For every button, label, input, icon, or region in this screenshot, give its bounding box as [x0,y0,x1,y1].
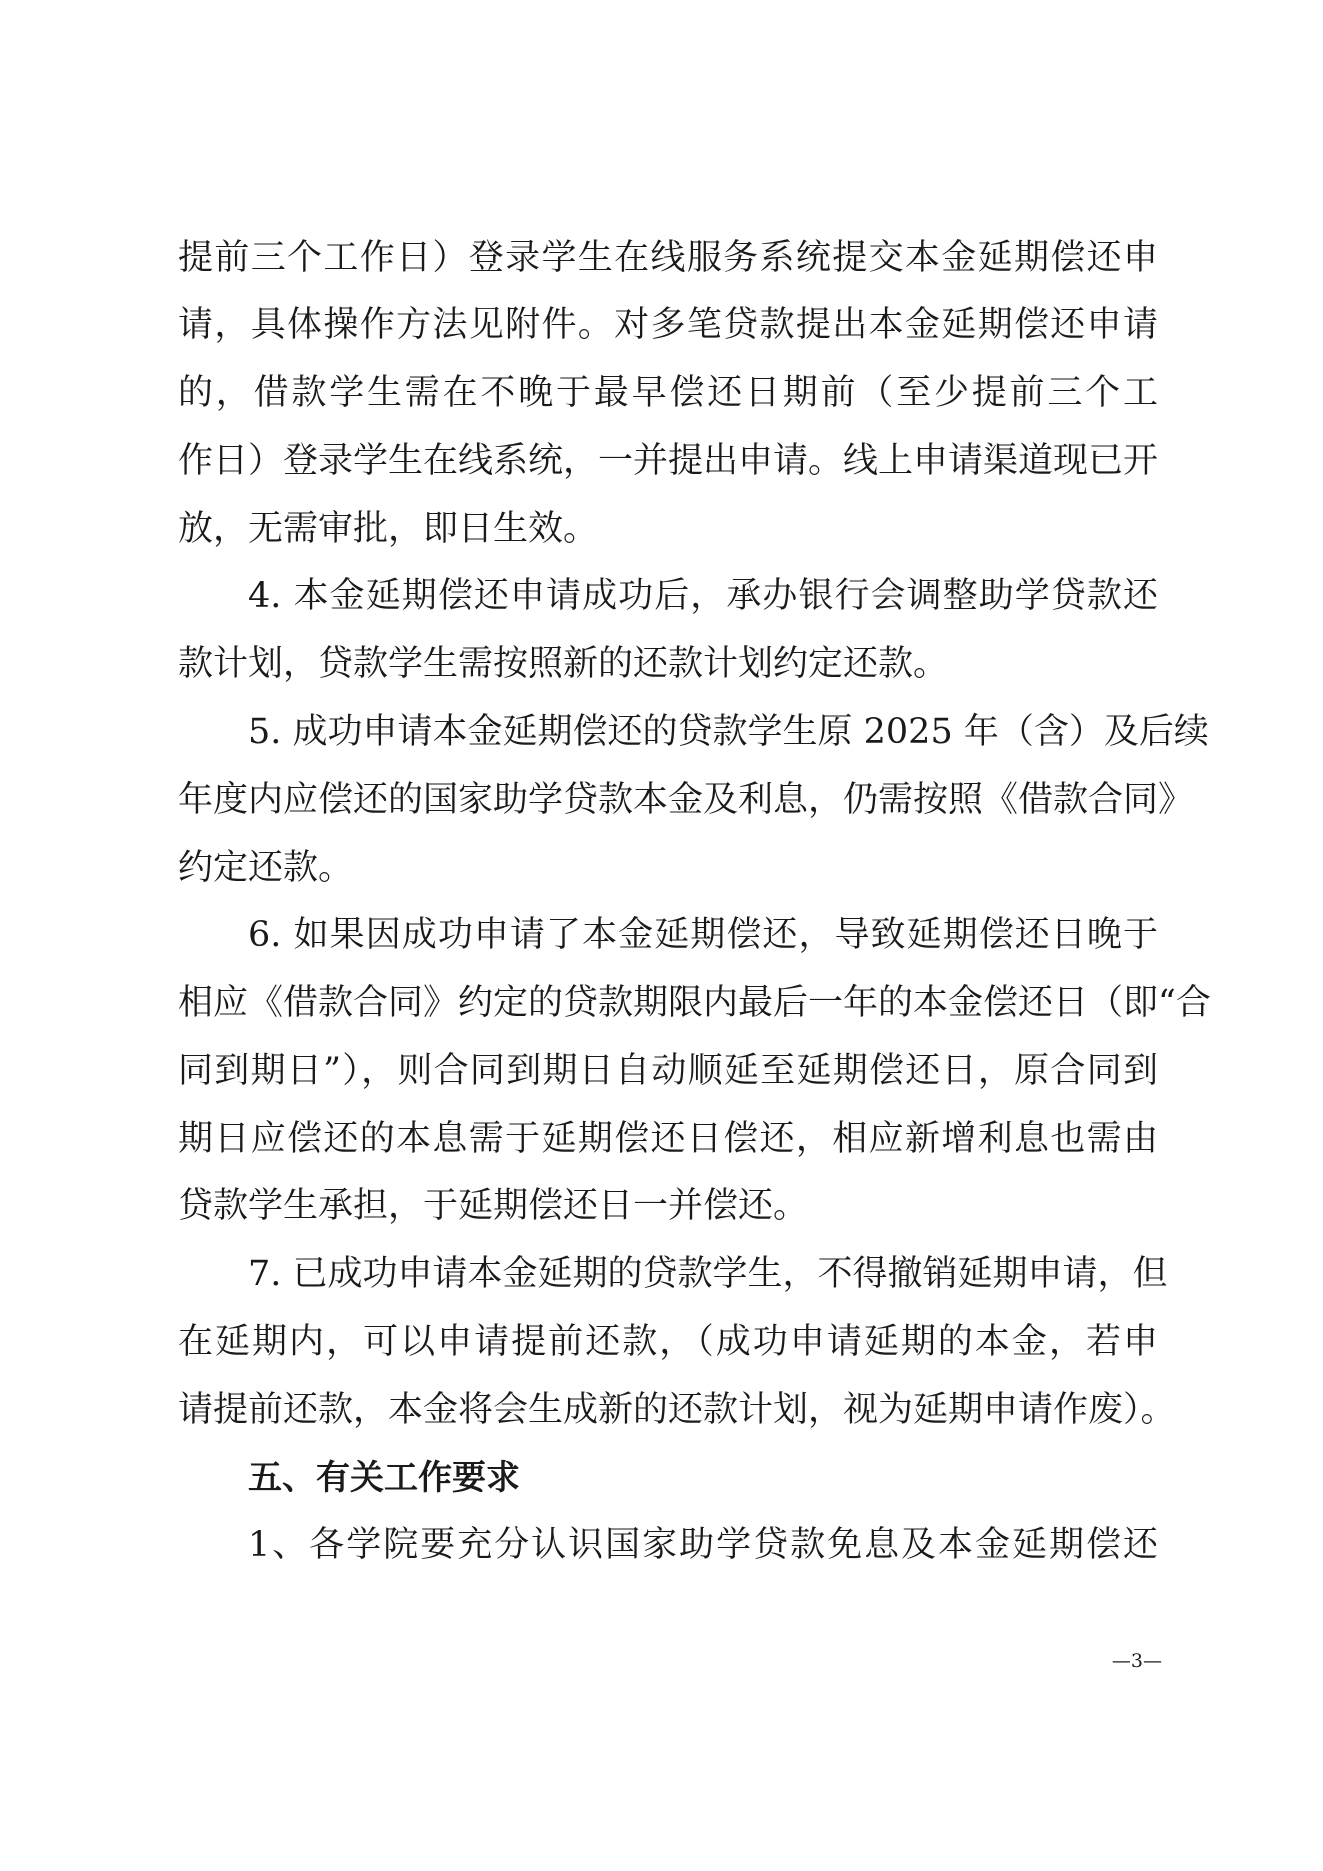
body-text-line: 同到期日”），则合同到期日自动顺延至延期偿还日，原合同到 [178,1051,1158,1091]
list-item-7-line: 7. 已成功申请本金延期的贷款学生，不得撤销延期申请，但 [248,1254,1168,1294]
body-text-line: 款计划，贷款学生需按照新的还款计划约定还款。 [178,644,949,684]
body-text-line: 提前三个工作日）登录学生在线服务系统提交本金延期偿还申 [178,238,1158,278]
page-number: —3— [1111,1650,1162,1672]
body-text-line: 年度内应偿还的国家助学贷款本金及利息，仍需按照《借款合同》 [178,780,1194,820]
body-text-line: 放，无需审批，即日生效。 [178,509,599,549]
list-item-5-line: 5. 成功申请本金延期偿还的贷款学生原 2025 年（含）及后续 [248,712,1209,752]
list-item-4-line: 4. 本金延期偿还申请成功后，承办银行会调整助学贷款还 [248,576,1158,616]
body-text-line: 的，借款学生需在不晚于最早偿还日期前（至少提前三个工 [178,373,1158,413]
body-text-line: 相应《借款合同》约定的贷款期限内最后一年的本金偿还日（即“合 [178,983,1211,1023]
body-text-line: 请，具体操作方法见附件。对多笔贷款提出本金延期偿还申请 [178,305,1158,345]
body-text-line: 约定还款。 [178,848,354,888]
body-text-line: 贷款学生承担，于延期偿还日一并偿还。 [178,1186,809,1226]
section-heading: 五、有关工作要求 [248,1458,520,1498]
body-text-line: 请提前还款，本金将会生成新的还款计划，视为延期申请作废）。 [178,1390,1176,1430]
body-text-line: 作日）登录学生在线系统，一并提出申请。线上申请渠道现已开 [178,441,1159,481]
body-text-line: 在延期内，可以申请提前还款，（成功申请延期的本金，若申 [178,1322,1158,1362]
list-item-6-line: 6. 如果因成功申请了本金延期偿还，导致延期偿还日晚于 [248,915,1158,955]
body-text-line: 期日应偿还的本息需于延期偿还日偿还，相应新增利息也需由 [178,1119,1158,1159]
list-item-1-line: 1、各学院要充分认识国家助学贷款免息及本金延期偿还 [248,1525,1158,1565]
